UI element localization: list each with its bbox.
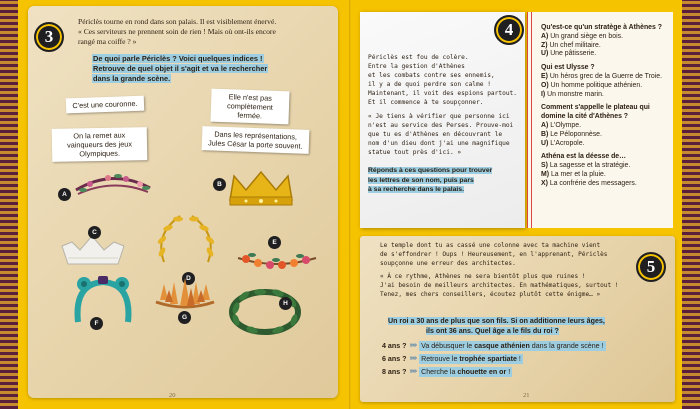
page-number-right: 21 xyxy=(523,392,530,399)
crown-label-a: A xyxy=(58,188,71,201)
clue-note-2: Elle n'est pas complètement fermée. xyxy=(210,89,289,125)
intro-line: « Ces serviteurs ne prennent soin de rien ! Mais où ont-ils encore xyxy=(78,27,276,36)
story-line: n'est au service des Perses. Prouve-moi xyxy=(368,122,514,129)
crown-f-headband[interactable] xyxy=(70,270,136,326)
question-line: Retrouve de quel objet il s'agit et va le rechercher xyxy=(93,64,268,73)
step-badge-4: 4 xyxy=(494,15,524,45)
step-badge-3: 3 xyxy=(34,22,64,52)
story-line: de s'effondrer ! Oups ! Heureusement, en l'apprenant, Périclès xyxy=(380,250,608,258)
clue-note-3: On la remet aux vainqueurs des jeux Olympiques. xyxy=(52,127,148,162)
story-line: Le temple dont tu as cassé une colonne avec ta machine vient xyxy=(380,242,601,249)
story-line: Maintenant, il voit des espions partout. xyxy=(368,90,518,97)
answer-age: 8 ans ? xyxy=(382,368,407,376)
riddle-line: Un roi a 30 ans de plus que son fils. Si on additionne leurs âges, xyxy=(388,317,605,325)
story-line: « Je tiens à vérifier que personne ici xyxy=(368,113,510,120)
question-line: De quoi parle Périclès ? Voici quelques indices ! xyxy=(93,54,263,63)
answer-option[interactable] xyxy=(382,367,512,377)
story-line: et les combats contre ses ennemis, xyxy=(368,72,495,79)
left-question xyxy=(92,54,317,84)
quiz-question: Qui est Ulysse ? xyxy=(541,64,595,72)
quiz-answer[interactable]: X) La confrérie des messagers. xyxy=(541,179,637,187)
arrow-right-icon: ››››› xyxy=(409,355,417,362)
clue-note-4: Dans les représentations, Jules César la porte souvent. xyxy=(202,126,310,154)
riddle-line: ils ont 36 ans. Quel âge a le fils du roi ? xyxy=(426,327,559,335)
answer-age: 6 ans ? xyxy=(382,355,407,363)
story-line: nom d'un dieu dont j'ai une magnifique xyxy=(368,140,510,147)
quiz-answer[interactable]: O) Un homme politique athénien. xyxy=(541,81,643,89)
quiz-question: Athéna est la déesse de… xyxy=(541,153,627,161)
instruction-line: les lettres de son nom, puis pars xyxy=(368,176,474,184)
crown-label-h: H xyxy=(279,297,292,310)
crown-label-g: G xyxy=(178,311,191,324)
story-line: que tu es d'Athènes en découvrant le xyxy=(368,131,503,138)
crown-d-laurel[interactable] xyxy=(150,208,222,270)
story-line: Entre la gestion d'Athènes xyxy=(368,63,465,70)
quiz-answer[interactable]: U) Une pâtisserie. xyxy=(541,50,597,58)
crown-label-d: D xyxy=(182,272,195,285)
story-line: statue tout près d'ici. » xyxy=(368,149,462,156)
instruction-line: à sa recherche dans le palais. xyxy=(368,186,464,193)
instruction-line: Réponds à ces questions pour trouver xyxy=(368,167,493,174)
crown-label-f: F xyxy=(90,317,103,330)
story-line: il y a de quoi perdre son calme ! xyxy=(368,81,491,88)
story-line: Tenez, mes chers conseillers, écoutez plutôt cette énigme… » xyxy=(380,290,601,298)
intro-line: rangé ma coiffe ? » xyxy=(78,37,137,46)
question-line: dans la grande scène. xyxy=(93,74,171,83)
quiz-answer[interactable]: A) Un grand siège en bois. xyxy=(541,32,623,40)
left-intro xyxy=(78,17,328,47)
story-line: Périclès est fou de colère. xyxy=(368,54,469,61)
crown-b-gold[interactable] xyxy=(226,170,296,208)
quiz-question: Comment s'appelle le plateau qui domine la cité d'Athènes ? xyxy=(541,104,650,121)
crown-label-b: B xyxy=(213,178,226,191)
crown-label-c: C xyxy=(88,226,101,239)
crown-h-oak[interactable] xyxy=(224,284,306,340)
quiz-answer[interactable]: M) La mer et la pluie. xyxy=(541,170,606,178)
quiz-answer[interactable]: E) Un héros grec de la Guerre de Troie. xyxy=(541,72,663,80)
crown-a-flower-wreath[interactable] xyxy=(68,166,158,206)
answer-text: Va débusquer le casque athénien dans la grande scène ! xyxy=(421,342,604,350)
quiz-list xyxy=(541,24,673,189)
quiz-answer[interactable]: U) L'Acropole. xyxy=(541,139,585,147)
instruction-4 xyxy=(368,166,518,195)
arrow-right-icon: ››››› xyxy=(409,368,417,375)
quiz-answer[interactable]: I) Un monstre marin. xyxy=(541,90,604,98)
riddle-question xyxy=(388,316,648,336)
quiz-answer[interactable]: B) Le Péloponnèse. xyxy=(541,130,602,138)
answer-option[interactable] xyxy=(382,354,523,364)
intro-line: Périclès tourne en rond dans son palais. Il est visiblement énervé. xyxy=(78,17,277,26)
answer-option[interactable] xyxy=(382,341,606,351)
greek-border-right xyxy=(682,0,700,409)
quiz-question: Qu'est-ce qu'un stratège à Athènes ? xyxy=(541,24,662,31)
story-line: soupçonne une erreur des architectes. xyxy=(380,259,516,267)
step-badge-5: 5 xyxy=(636,252,666,282)
story-5 xyxy=(380,242,640,299)
crown-label-e: E xyxy=(268,236,281,249)
story-line: Et il commence à te soupçonner. xyxy=(368,99,484,106)
arrow-right-icon: ››››› xyxy=(409,342,417,349)
answer-text: Retrouve le trophée spartiate ! xyxy=(421,355,521,363)
story-4 xyxy=(368,53,518,157)
quiz-answer[interactable]: S) La sagesse et la stratégie. xyxy=(541,162,631,170)
quiz-answer[interactable]: A) L'Olympe. xyxy=(541,121,582,129)
crown-g-autumn[interactable] xyxy=(150,274,220,314)
story-line: « À ce rythme, Athènes ne sera bientôt plus que ruines ! xyxy=(380,272,586,280)
page-number-left: 20 xyxy=(169,392,176,399)
answer-text: Cherche la chouette en or ! xyxy=(421,368,511,376)
story-line: J'ai besoin de meilleurs architectes. En mathématiques, surtout ! xyxy=(380,281,619,289)
greek-border-left xyxy=(0,0,18,409)
book-gutter xyxy=(349,0,351,409)
quiz-answer[interactable]: Z) Un chef militaire. xyxy=(541,41,601,49)
clue-note-1: C'est une couronne. xyxy=(66,96,144,114)
answer-age: 4 ans ? xyxy=(382,342,407,350)
